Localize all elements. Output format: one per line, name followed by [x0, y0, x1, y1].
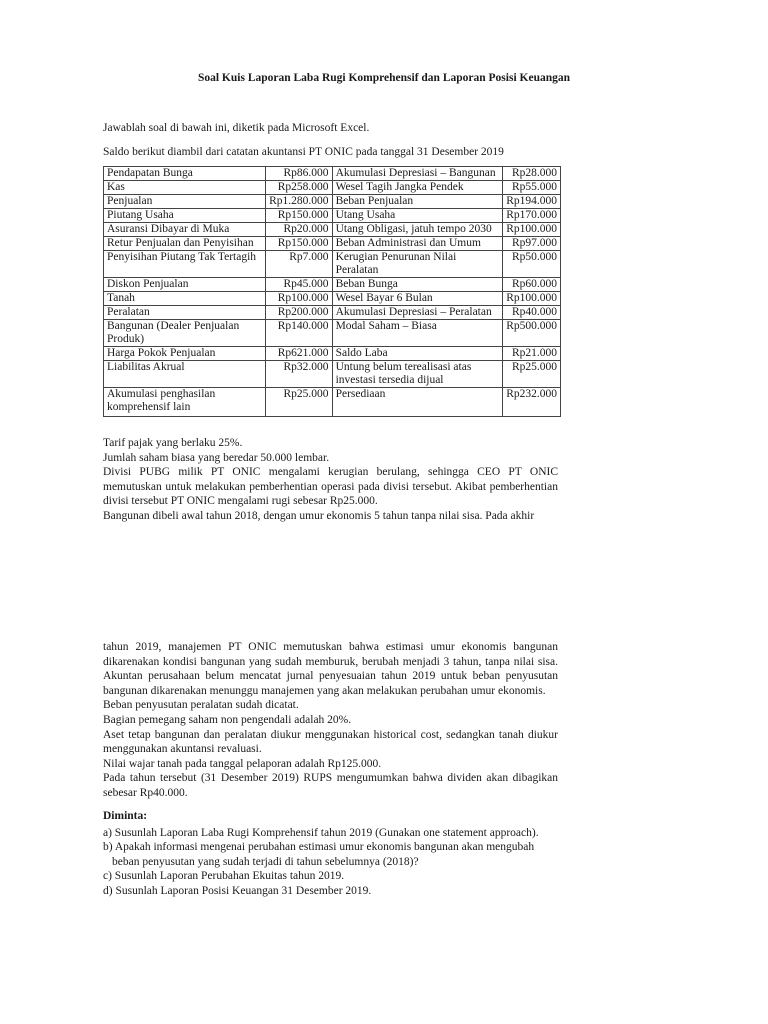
account-amount: Rp40.000 [503, 306, 561, 320]
account-amount: Rp200.000 [266, 306, 332, 320]
account-name: Modal Saham – Biasa [332, 320, 503, 347]
account-name: Untung belum terealisasi atas investasi tersedia dijual [332, 361, 503, 388]
requirements-heading: Diminta: [103, 810, 148, 822]
account-amount: Rp32.000 [266, 361, 332, 388]
requirement-d: d) Susunlah Laporan Posisi Keuangan 31 Desember 2019. [103, 884, 372, 897]
note-measurement: Aset tetap bangunan dan peralatan diukur menggunakan historical cost, sedangkan tanah diukur menggunakan akuntansi revaluasi. [103, 728, 558, 756]
account-amount: Rp170.000 [503, 209, 561, 223]
table-row [104, 347, 561, 361]
table-row [104, 388, 561, 417]
note-tax-rate: Tarif pajak yang berlaku 25%. [103, 437, 243, 449]
account-amount: Rp621.000 [266, 347, 332, 361]
account-name: Retur Penjualan dan Penyisihan [104, 237, 266, 251]
account-amount: Rp86.000 [266, 167, 332, 181]
note-pubg-division: Divisi PUBG milik PT ONIC mengalami kerugian berulang, sehingga CEO PT ONIC memutuskan untuk melakukan pemberhentian operasi pada divisi tersebut. Akibat pemberhentian divisi tersebut PT ONIC mengalami rugi sebesar Rp25.000. [103, 466, 558, 508]
table-row [104, 306, 561, 320]
account-name: Utang Usaha [332, 209, 503, 223]
note-nci: Bagian pemegang saham non pengendali adalah 20%. [103, 713, 352, 726]
account-name: Akumulasi penghasilan komprehensif lain [104, 388, 266, 417]
account-amount: Rp21.000 [503, 347, 561, 361]
account-name: Kerugian Penurunan Nilai Peralatan [332, 251, 503, 278]
requirement-b-continued: beban penyusutan yang sudah terjadi di tahun sebelumnya (2018)? [112, 855, 419, 868]
account-name: Utang Obligasi, jatuh tempo 2030 [332, 223, 503, 237]
account-amount: Rp28.000 [503, 167, 561, 181]
account-amount: Rp1.280.000 [266, 195, 332, 209]
account-amount: Rp45.000 [266, 278, 332, 292]
account-name: Asuransi Dibayar di Muka [104, 223, 266, 237]
note-equipment-depreciation: Beban penyusutan peralatan sudah dicatat. [103, 699, 299, 712]
account-amount: Rp25.000 [266, 388, 332, 417]
account-name: Penyisihan Piutang Tak Tertagih [104, 251, 266, 278]
account-name: Tanah [104, 292, 266, 306]
account-amount: Rp50.000 [503, 251, 561, 278]
account-amount: Rp100.000 [503, 292, 561, 306]
page-gap [0, 524, 768, 636]
account-amount: Rp194.000 [503, 195, 561, 209]
account-amount: Rp20.000 [266, 223, 332, 237]
account-name: Persediaan [332, 388, 503, 417]
account-name: Bangunan (Dealer Penjualan Produk) [104, 320, 266, 347]
account-name: Penjualan [104, 195, 266, 209]
account-name: Beban Bunga [332, 278, 503, 292]
account-amount: Rp55.000 [503, 181, 561, 195]
account-name: Liabilitas Akrual [104, 361, 266, 388]
requirement-b: b) Apakah informasi mengenai perubahan estimasi umur ekonomis bangunan akan mengubah [103, 841, 535, 854]
account-name: Piutang Usaha [104, 209, 266, 223]
account-name: Wesel Tagih Jangka Pendek [332, 181, 503, 195]
table-row [104, 195, 561, 209]
table-row [104, 237, 561, 251]
table-row [104, 361, 561, 388]
notes-bottom [103, 640, 558, 801]
account-name: Beban Penjualan [332, 195, 503, 209]
lead-line: Saldo berikut diambil dari catatan akuntansi PT ONIC pada tanggal 31 Desember 2019 [103, 146, 504, 158]
requirement-a: a) Susunlah Laporan Laba Rugi Komprehensif tahun 2019 (Gunakan one statement approach). [103, 826, 539, 839]
account-name: Harga Pokok Penjualan [104, 347, 266, 361]
account-name: Saldo Laba [332, 347, 503, 361]
account-name: Akumulasi Depresiasi – Peralatan [332, 306, 503, 320]
notes-top [103, 436, 558, 524]
account-amount: Rp500.000 [503, 320, 561, 347]
account-name: Akumulasi Depresiasi – Bangunan [332, 167, 503, 181]
table-row [104, 181, 561, 195]
account-name: Diskon Penjualan [104, 278, 266, 292]
table-row [104, 251, 561, 278]
table-row [104, 167, 561, 181]
table-row [104, 209, 561, 223]
account-amount: Rp100.000 [266, 292, 332, 306]
account-amount: Rp97.000 [503, 237, 561, 251]
note-shares: Jumlah saham biasa yang beredar 50.000 lembar. [103, 451, 330, 464]
account-amount: Rp150.000 [266, 237, 332, 251]
table-row [104, 320, 561, 347]
account-balances-table [103, 166, 561, 417]
table-row [104, 292, 561, 306]
account-amount: Rp60.000 [503, 278, 561, 292]
account-amount: Rp258.000 [266, 181, 332, 195]
requirements [103, 809, 563, 899]
account-amount: Rp7.000 [266, 251, 332, 278]
note-dividend: Pada tahun tersebut (31 Desember 2019) RUPS mengumumkan bahwa dividen akan dibagikan sebesar Rp40.000. [103, 772, 558, 799]
account-name: Wesel Bayar 6 Bulan [332, 292, 503, 306]
table-row [104, 278, 561, 292]
document-title: Soal Kuis Laporan Laba Rugi Komprehensif dan Laporan Posisi Keuangan [197, 72, 571, 84]
account-amount: Rp140.000 [266, 320, 332, 347]
account-amount: Rp232.000 [503, 388, 561, 417]
requirement-c: c) Susunlah Laporan Perubahan Ekuitas tahun 2019. [103, 870, 345, 883]
account-name: Beban Administrasi dan Umum [332, 237, 503, 251]
account-amount: Rp25.000 [503, 361, 561, 388]
account-name: Pendapatan Bunga [104, 167, 266, 181]
table-row [104, 223, 561, 237]
account-amount: Rp150.000 [266, 209, 332, 223]
account-amount: Rp100.000 [503, 223, 561, 237]
note-building-start: Bangunan dibeli awal tahun 2018, dengan umur ekonomis 5 tahun tanpa nilai sisa. Pada akhir [103, 509, 535, 522]
note-building-continued: tahun 2019, manajemen PT ONIC memutuskan bahwa estimasi umur ekonomis bangunan dikarenakan kondisi bangunan yang sudah memburuk, berubah menjadi 3 tahun, tanpa nilai sisa. Akuntan perusahaan belum mencatat jurnal penyesuaian tahun 2019 untuk beban penyusutan bangunan dikarenakan menunggu manajemen yang akan melakukan perubahan umur ekonomis. [103, 641, 558, 697]
account-name: Kas [104, 181, 266, 195]
note-land-fair-value: Nilai wajar tanah pada tanggal pelaporan adalah Rp125.000. [103, 757, 382, 770]
intro-line: Jawablah soal di bawah ini, diketik pada Microsoft Excel. [103, 122, 370, 134]
account-name: Peralatan [104, 306, 266, 320]
